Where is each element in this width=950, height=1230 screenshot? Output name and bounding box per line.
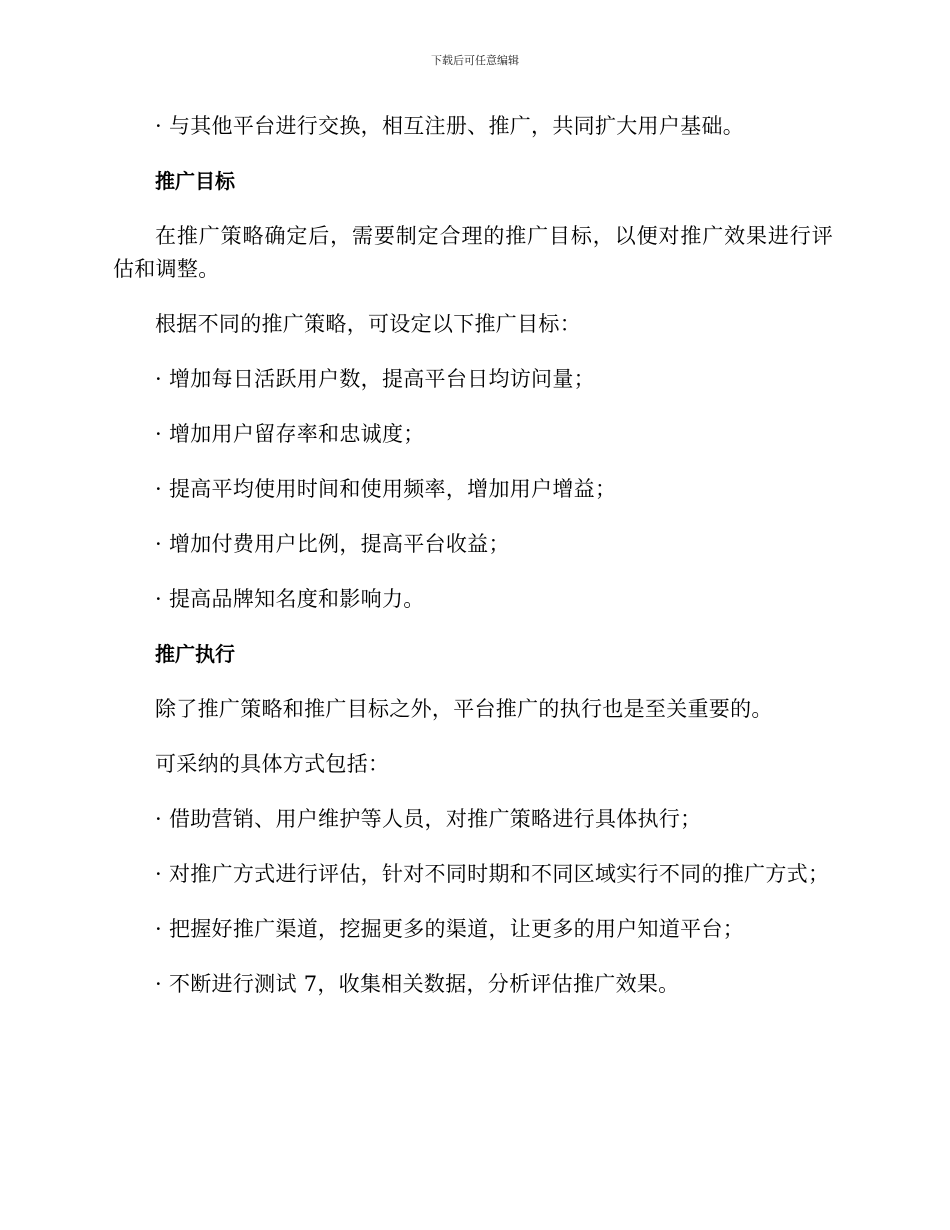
section-heading-execution: 推广执行: [155, 642, 235, 666]
paragraph: 在推广策略确定后，需要制定合理的推广目标，以便对推广效果进行评估和调整。: [113, 224, 833, 281]
bullet-item: · 增加每日活跃用户数，提高平台日均访问量；: [155, 367, 595, 391]
bullet-item: · 增加用户留存率和忠诚度；: [155, 422, 425, 446]
section-heading-goals: 推广目标: [155, 169, 235, 193]
bullet-item: · 增加付费用户比例，提高平台收益；: [155, 532, 510, 556]
bullet-item: · 与其他平台进行交换，相互注册、推广，共同扩大用户基础。: [155, 114, 745, 138]
paragraph: 除了推广策略和推广目标之外，平台推广的执行也是至关重要的。: [155, 697, 773, 721]
bullet-item: · 对推广方式进行评估，针对不同时期和不同区域实行不同的推广方式；: [155, 862, 830, 886]
page-header: 下载后可任意编辑: [431, 54, 519, 67]
paragraph: 可采纳的具体方式包括：: [155, 752, 390, 776]
bullet-item: · 借助营销、用户维护等人员，对推广策略进行具体执行；: [155, 807, 702, 831]
bullet-item: · 提高平均使用时间和使用频率，增加用户增益；: [155, 477, 617, 501]
paragraph: 根据不同的推广策略，可设定以下推广目标：: [155, 312, 581, 336]
bullet-item: · 提高品牌知名度和影响力。: [155, 587, 425, 611]
bullet-item: · 把握好推广渠道，挖掘更多的渠道，让更多的用户知道平台；: [155, 917, 745, 941]
document-body: [113, 110, 833, 1023]
bullet-item: · 不断进行测试 7，收集相关数据，分析评估推广效果。: [155, 972, 680, 996]
